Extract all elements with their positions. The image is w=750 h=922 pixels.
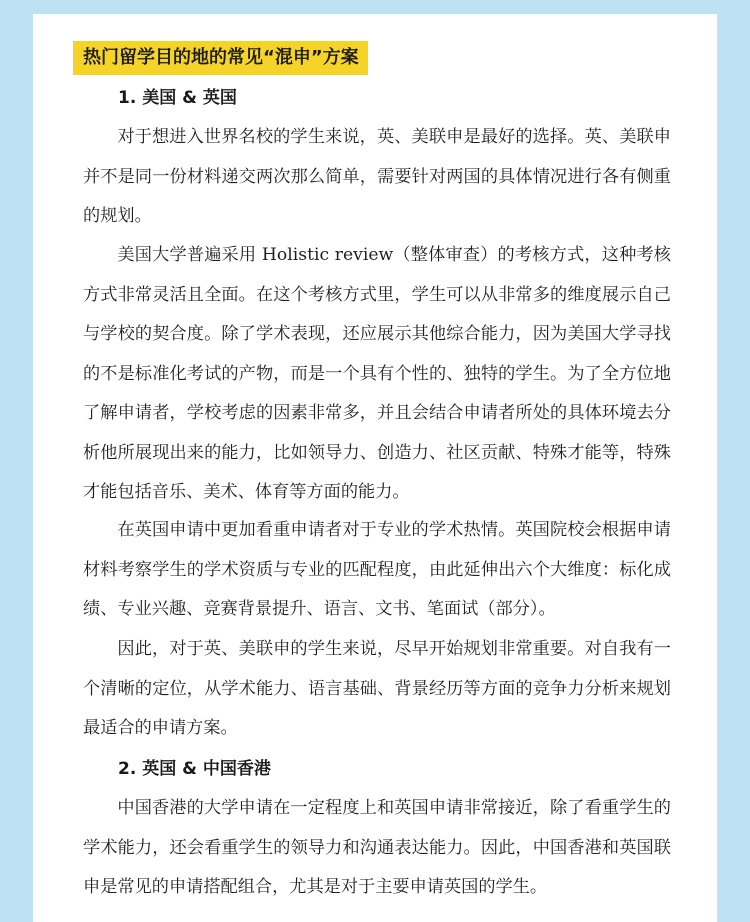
subheading-uk-hk: 2. 英国 & 中国香港 (118, 759, 271, 779)
paragraph: 因此，对于英、美联申的学生来说，尽早开始规划非常重要。对自我有一个清晰的定位，从学术能力、语言基础、背景经历等方面的竞争力分析来规划最适合的申请方案。 (83, 639, 671, 738)
section-heading: 热门留学目的地的常见“混申”方案 (73, 41, 368, 75)
paragraph: 美国大学普遍采用 Holistic review（整体审查）的考核方式，这种考核方式非常灵活且全面。在这个考核方式里，学生可以从非常多的维度展示自己与学校的契合度。除了学术表现，还应展示其他综合能力，因为美国大学寻找的不是标准化考试的产物，而是一个具有个性的、独特的学生。为了全方位地了解申请者，学校考虑的因素非常多，并且会结合申请者所处的具体环境去分析他所展现出来的能力，比如领导力、创造力、社区贡献、特殊才能等，特殊才能包括音乐、美术、体育等方面的能力。 (83, 245, 671, 502)
document-page (33, 14, 717, 922)
paragraph: 对于想进入世界名校的学生来说，英、美联申是最好的选择。英、美联申并不是同一份材料递交两次那么简单，需要针对两国的具体情况进行各有侧重的规划。 (83, 127, 671, 226)
paragraph: 在英国申请中更加看重申请者对于专业的学术热情。英国院校会根据申请材料考察学生的学术资质与专业的匹配程度，由此延伸出六个大维度：标化成绩、专业兴趣、竞赛背景提升、语言、文书、笔面试（部分）。 (83, 520, 671, 619)
subheading-us-uk: 1. 美国 & 英国 (118, 88, 237, 108)
paragraph: 中国香港的大学申请在一定程度上和英国申请非常接近，除了看重学生的学术能力，还会看重学生的领导力和沟通表达能力。因此，中国香港和英国联申是常见的申请搭配组合，尤其是对于主要申请英国的学生。 (83, 798, 671, 897)
